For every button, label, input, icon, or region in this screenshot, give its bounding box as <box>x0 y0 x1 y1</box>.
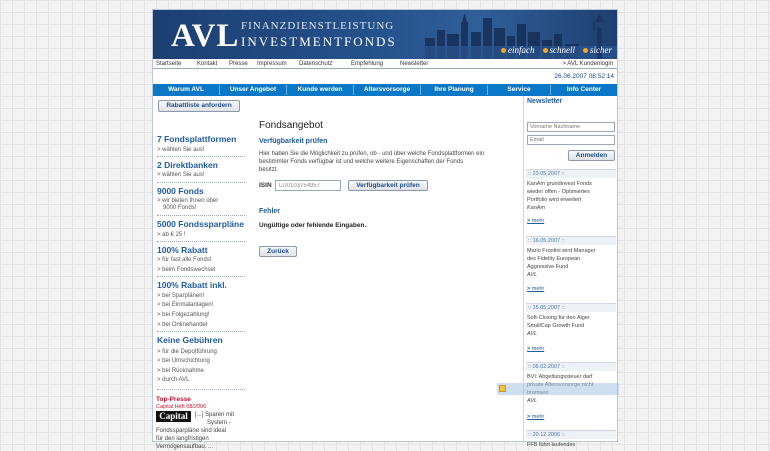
news-more-label[interactable]: mehr <box>531 346 545 352</box>
sidebar-link[interactable]: > für fast alle Fonds! <box>157 257 212 263</box>
sidebar-link[interactable]: > bei Onlinehandel <box>157 322 208 328</box>
news-source: AVL <box>527 272 538 278</box>
check-availability-button[interactable]: Verfügbarkeit prüfen <box>348 180 428 191</box>
kundenlogin-link[interactable]: > AVL Kundenlogin <box>562 61 613 67</box>
isin-input[interactable] <box>275 180 341 191</box>
presse-text: für den langfristigen <box>156 436 209 442</box>
sidebar-link[interactable]: > wählen Sie aus! <box>157 172 205 178</box>
top-nav <box>153 59 617 69</box>
tagline-word: sicher <box>590 45 612 55</box>
arrow-icon: > <box>527 218 531 224</box>
sidebar-heading[interactable]: 9000 Fonds <box>157 186 204 196</box>
news-text[interactable]: BVI: Abgeltungssteuer darf <box>527 374 593 380</box>
news-text[interactable]: des Fidelity European <box>527 256 581 262</box>
email-field[interactable] <box>527 135 615 145</box>
back-button[interactable]: Zurück <box>259 246 297 257</box>
main-nav-altersvorsorge[interactable]: Altersvorsorge <box>363 86 411 93</box>
main-nav-info-center[interactable]: Info Center <box>566 86 602 93</box>
tagline <box>493 45 612 55</box>
capital-logo: Capital <box>156 411 191 422</box>
news-more-link[interactable] <box>527 218 544 224</box>
presse-source: Capital Heft 08/2006 <box>156 404 207 410</box>
top-presse-heading: Top-Presse <box>156 396 191 403</box>
news-text[interactable]: KanAm grundinvest Fonds <box>527 181 592 187</box>
subscribe-button[interactable]: Anmelden <box>568 150 615 161</box>
presse-text: System - <box>207 420 231 426</box>
main-nav-service[interactable]: Service <box>507 86 531 93</box>
news-date: :: 20.12.2006 :: <box>526 430 616 439</box>
presse-text: Fondssparpläne sind ideal <box>156 428 227 434</box>
rabattliste-button[interactable]: Rabattliste anfordern <box>158 100 240 112</box>
sidebar-heading[interactable]: Keine Gebühren <box>157 335 223 345</box>
sidebar-heading[interactable]: 2 Direktbanken <box>157 160 218 170</box>
bullet-icon <box>501 48 506 53</box>
top-nav-impressum[interactable]: Impressum <box>257 61 287 67</box>
news-more-link[interactable] <box>527 286 544 292</box>
news-text[interactable]: wieder offen - Optimiertes <box>527 189 590 195</box>
sidebar-link[interactable]: > ab € 25 ! <box>157 232 186 238</box>
news-more-link[interactable] <box>527 346 544 352</box>
top-nav-presse[interactable]: Presse <box>229 61 248 67</box>
divider <box>157 241 245 242</box>
presse-text: [...] Sparen mit <box>195 412 235 418</box>
news-more-label[interactable]: mehr <box>531 218 545 224</box>
sidebar-link[interactable]: > bei Umschichtung <box>157 358 210 364</box>
divider <box>157 215 245 216</box>
brand-line-2: INVESTMENTFONDS <box>241 34 397 49</box>
main-nav-warum-avl[interactable]: Warum AVL <box>168 86 204 93</box>
news-source: KanAm <box>527 205 546 211</box>
divider <box>157 182 245 183</box>
divider <box>157 331 245 332</box>
presse-text: Vermögensaufbau. ... <box>156 444 214 450</box>
main-nav <box>153 84 617 96</box>
news-text[interactable]: Mario Frontini wird Manager <box>527 248 596 254</box>
name-field[interactable] <box>527 122 615 132</box>
divider <box>157 156 245 157</box>
top-nav-empfehlung[interactable]: Empfehlung <box>351 61 384 67</box>
divider <box>157 276 245 277</box>
news-more-link[interactable] <box>527 414 544 420</box>
news-date: :: 15.05.2007 :: <box>526 303 616 312</box>
main-nav-unser-angebot[interactable]: Unser Angebot <box>229 86 277 93</box>
sidebar-link[interactable]: > beim Fondswechsel <box>157 267 216 273</box>
top-nav-datenschutz[interactable]: Datenschutz <box>299 61 333 67</box>
header-banner <box>153 10 617 59</box>
news-text[interactable]: Aggressive Fund <box>527 264 569 270</box>
news-text[interactable]: Portfolio wird erweitert <box>527 197 582 203</box>
news-more-label[interactable]: mehr <box>531 414 545 420</box>
tagline-word: schnell <box>549 45 575 55</box>
news-more-label[interactable]: mehr <box>531 286 545 292</box>
sidebar-heading[interactable]: 7 Fondsplattformen <box>157 134 237 144</box>
sidebar-link[interactable]: 9000 Fonds! <box>163 205 197 211</box>
toolbar-icon[interactable] <box>499 385 506 392</box>
sidebar-link[interactable]: > bei Einmalanlagen! <box>157 302 214 308</box>
news-date: :: 06.02.2007 :: <box>526 362 616 371</box>
news-date: :: 16.05.2007 :: <box>526 236 616 245</box>
news-source: AVL <box>527 331 538 337</box>
arrow-icon: > <box>527 286 531 292</box>
isin-label: ISIN <box>259 182 272 189</box>
newsletter-heading: Newsletter <box>527 98 563 105</box>
sidebar-heading[interactable]: 100% Rabatt <box>157 245 208 255</box>
divider <box>157 389 245 390</box>
sidebar-link[interactable]: > durch AVL <box>157 377 190 383</box>
main-nav-kunde-werden[interactable]: Kunde werden <box>297 86 343 93</box>
news-text[interactable]: SmallCap Growth Fund <box>527 323 585 329</box>
paragraph-line: besitzt. <box>259 167 279 173</box>
news-text[interactable]: Soft-Closing für den Alger <box>527 315 590 321</box>
sidebar-link[interactable]: > bei Sparplänen! <box>157 293 205 299</box>
top-nav-newsletter[interactable]: Newsletter <box>400 61 429 67</box>
bullet-icon <box>583 48 588 53</box>
brand-line-1: FINANZDIENSTLEISTUNG <box>241 20 395 32</box>
error-title: Fehler <box>259 208 281 215</box>
top-nav-kontakt[interactable]: Kontakt <box>197 61 218 67</box>
paragraph-line: Hier haben Sie die Möglichkeit zu prüfen, ob - und über welche Fondsplattformen ein <box>259 151 485 157</box>
sidebar-link[interactable]: > bei Folgezahlung! <box>157 312 210 318</box>
page-title: Fondsangebot <box>259 120 323 131</box>
sidebar-link[interactable]: > für die Depotführung <box>157 349 217 355</box>
avl-logo[interactable]: AVL <box>171 18 240 54</box>
main-nav-ihre-planung[interactable]: Ihre Planung <box>434 86 474 93</box>
error-message: Ungültige oder fehlende Eingaben. <box>259 222 367 229</box>
top-nav-startseite[interactable]: Startseite <box>156 61 182 67</box>
arrow-icon: > <box>527 414 531 420</box>
date-time: 26.06.2007 08:52:14 <box>554 73 614 80</box>
news-source: AVL <box>527 398 538 404</box>
sidebar-link[interactable]: > bei Rücknahme <box>157 368 204 374</box>
paragraph-line: bestimmter Fonds verfügbar ist und welche weitere Eigenschaften der Fonds <box>259 159 464 165</box>
sidebar-heading[interactable]: 100% Rabatt inkl. <box>157 280 227 290</box>
arrow-icon: > <box>527 346 531 352</box>
tagline-word: einfach <box>508 45 535 55</box>
news-date: :: 23.05.2007 :: <box>526 169 616 178</box>
floating-toolbar[interactable] <box>497 383 619 395</box>
bullet-icon <box>543 48 548 53</box>
page <box>152 9 618 450</box>
sidebar-link[interactable]: > wir bieten Ihnen über <box>157 198 219 204</box>
left-sidebar <box>153 96 251 450</box>
section-title: Verfügbarkeit prüfen <box>259 138 328 145</box>
sidebar-heading[interactable]: 5000 Fondssparpläne <box>157 219 244 229</box>
main-content <box>257 96 521 443</box>
sidebar-link[interactable]: > wählen Sie aus! <box>157 147 205 153</box>
news-text[interactable]: FFB führt laufendes <box>527 442 576 448</box>
